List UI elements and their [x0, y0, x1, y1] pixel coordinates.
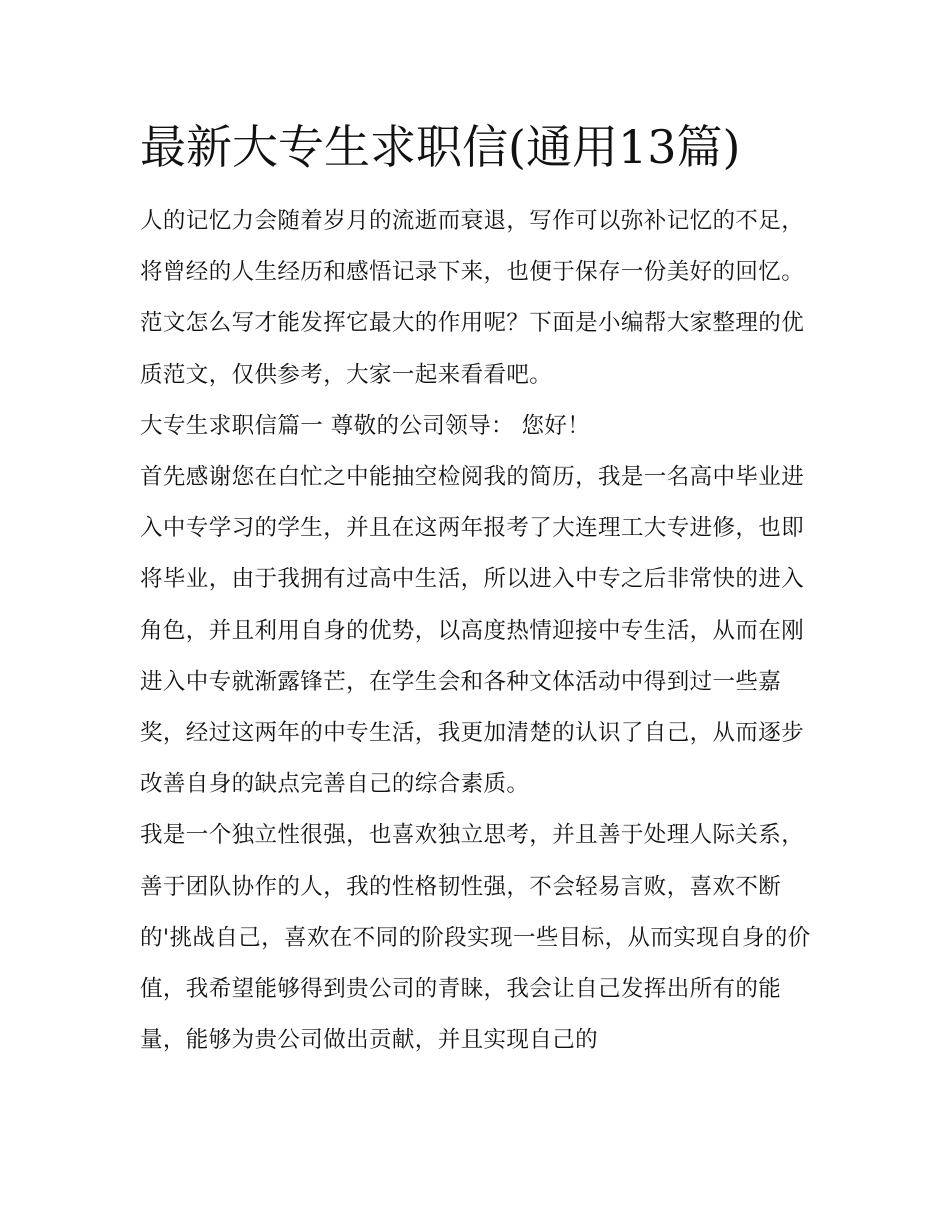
document-body	[140, 196, 815, 1066]
paragraph-introduction: 首先感谢您在白忙之中能抽空检阅我的简历，我是一名高中毕业进入中专学习的学生，并且在这两年报考了大连理工大专进修，也即将毕业，由于我拥有过高中生活，所以进入中专之后非常快的进入角色，并且利用自身的优势，以高度热情迎接中专生活，从而在刚进入中专就渐露锋芒，在学生会和各种文体活动中得到过一些嘉奖，经过这两年的中专生活，我更加清楚的认识了自己，从而逐步改善自身的缺点完善自己的综合素质。	[140, 464, 805, 798]
paragraph-personality: 我是一个独立性很强，也喜欢独立思考，并且善于处理人际关系，善于团队协作的人，我的性格韧性强，不会轻易言败，喜欢不断的'挑战自己，喜欢在不同的阶段实现一些目标，从而实现自身的价值，我希望能够得到贵公司的青睐，我会让自己发挥出所有的能量，能够为贵公司做出贡献，并且实现自己的	[140, 822, 811, 1054]
paragraph-greeting: 大专生求职信篇一 尊敬的公司领导： 您好！	[140, 412, 591, 439]
paragraph-intro: 人的记忆力会随着岁月的流逝而衰退，写作可以弥补记忆的不足，将曾经的人生经历和感悟记录下来，也便于保存一份美好的回忆。范文怎么写才能发挥它最大的作用呢？下面是小编帮大家整理的优质范文，仅供参考，大家一起来看看吧。	[140, 208, 805, 388]
document-title: 最新大专生求职信(通用13篇)	[140, 120, 741, 174]
